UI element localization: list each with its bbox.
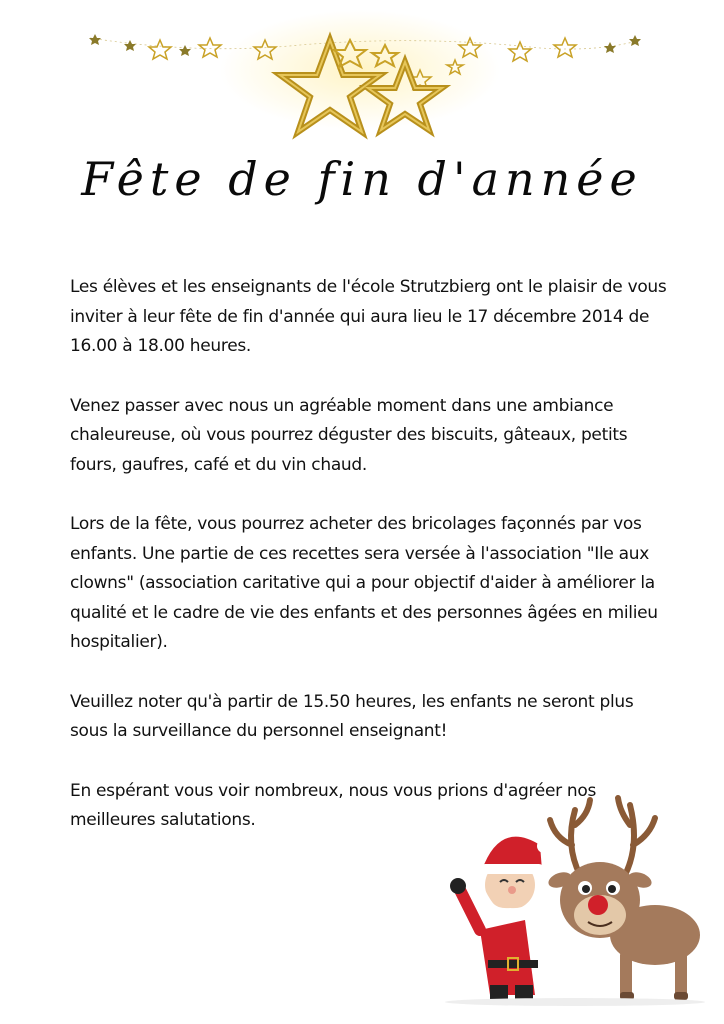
invitation-body	[70, 273, 670, 866]
paragraph-invitation: Les élèves et les enseignants de l'école Strutzbierg ont le plaisir de vous inviter à leur fête de fin d'année qui aura lieu le 17 décembre 2014 de 16.00 à 18.00 heures.	[70, 277, 667, 356]
paragraph-surveillance: Veuillez noter qu'à partir de 15.50 heures, les enfants ne seront plus sous la surveillance du personnel enseignant!	[70, 691, 634, 741]
paragraph-bricolages: Lors de la fête, vous pourrez acheter des bricolages façonnés par vos enfants. Une partie de ces recettes sera versée à l'association "Ile aux clowns" (association caritative qui a pour objectif d'aider à améliorer la qualité et le cadre de vie des enfants et des personnes âgées en milieu hospitalier).	[70, 514, 658, 652]
page-title: Fête de fin d'année	[81, 152, 643, 206]
santa-and-reindeer-illustration	[440, 790, 710, 1010]
gold-stars-garland-icon	[0, 0, 724, 150]
paragraph-ambiance: Venez passer avec nous un agréable moment dans une ambiance chaleureuse, où vous pourrez déguster des biscuits, gâteaux, petits fours, gaufres, café et du vin chaud.	[70, 395, 628, 475]
paragraph-salutations: En espérant vous voir nombreux, nous vous prions d'agréer nos meilleures salutations.	[70, 780, 597, 830]
